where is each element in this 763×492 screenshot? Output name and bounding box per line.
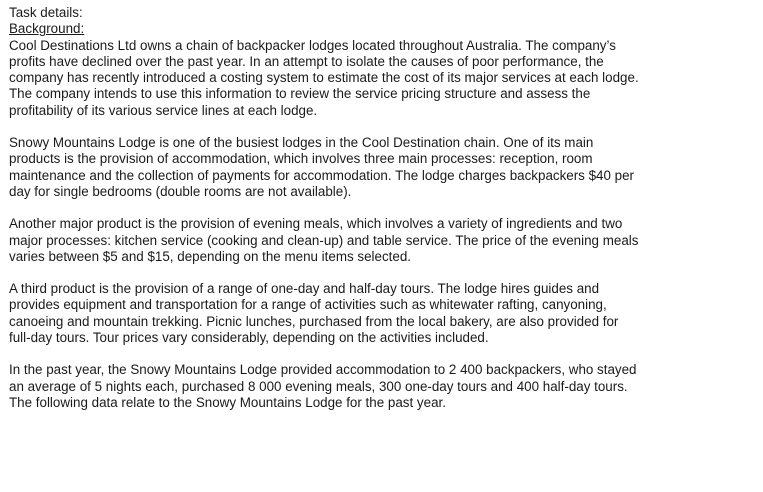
- paragraph-line: maintenance and the collection of payments for accommodation. The lodge charges backpackers $40 per: [9, 167, 635, 183]
- paragraph-line: Snowy Mountains Lodge is one of the busiest lodges in the Cool Destination chain. One of its main: [9, 135, 594, 151]
- paragraph-company-overview: [9, 38, 755, 119]
- paragraph-line: an average of 5 nights each, purchased 8 000 evening meals, 300 one-day tours and 400 half-day tours.: [9, 378, 628, 394]
- paragraph-past-year-data: [9, 362, 755, 411]
- paragraph-line: A third product is the provision of a range of one-day and half-day tours. The lodge hires guides and: [9, 281, 600, 297]
- paragraph-accommodation: [9, 135, 755, 200]
- paragraph-evening-meals: [9, 216, 755, 265]
- paragraph-line: Another major product is the provision of evening meals, which involves a variety of ingredients and two: [9, 216, 623, 232]
- paragraph-tours: [9, 281, 755, 346]
- paragraph-line: varies between $5 and $15, depending on the menu items selected.: [9, 248, 411, 264]
- paragraph-line: company has recently introduced a costing system to estimate the cost of its major services at each lodge.: [9, 70, 639, 86]
- paragraph-line: products is the provision of accommodation, which involves three main processes: reception, room: [9, 151, 593, 167]
- paragraph-line: In the past year, the Snowy Mountains Lodge provided accommodation to 2 400 backpackers, who stayed: [9, 362, 637, 378]
- paragraph-line: major processes: kitchen service (cooking and clean-up) and table service. The price of the evening meals: [9, 232, 639, 248]
- paragraph-line: day for single bedrooms (double rooms are not available).: [9, 183, 352, 199]
- document-body: [9, 5, 755, 411]
- paragraph-line: Cool Destinations Ltd owns a chain of backpacker lodges located throughout Australia. The company’s: [9, 37, 616, 53]
- paragraph-line: profitability of its various service lines at each lodge.: [9, 102, 318, 118]
- paragraph-line: full-day tours. Tour prices vary considerably, depending on the activities included.: [9, 330, 489, 346]
- background-subheading: Background:: [9, 21, 85, 37]
- task-details-heading: Task details:: [9, 5, 83, 20]
- paragraph-line: provides equipment and transportation for a range of activities such as whitewater rafting, canyoning,: [9, 297, 607, 313]
- paragraph-line: The company intends to use this information to review the service pricing structure and assess the: [9, 86, 591, 102]
- paragraph-line: canoeing and mountain trekking. Picnic lunches, purchased from the local bakery, are also provided for: [9, 313, 619, 329]
- paragraph-line: profits have declined over the past year. In an attempt to isolate the causes of poor performance, the: [9, 53, 604, 69]
- paragraph-line: The following data relate to the Snowy Mountains Lodge for the past year.: [9, 394, 446, 410]
